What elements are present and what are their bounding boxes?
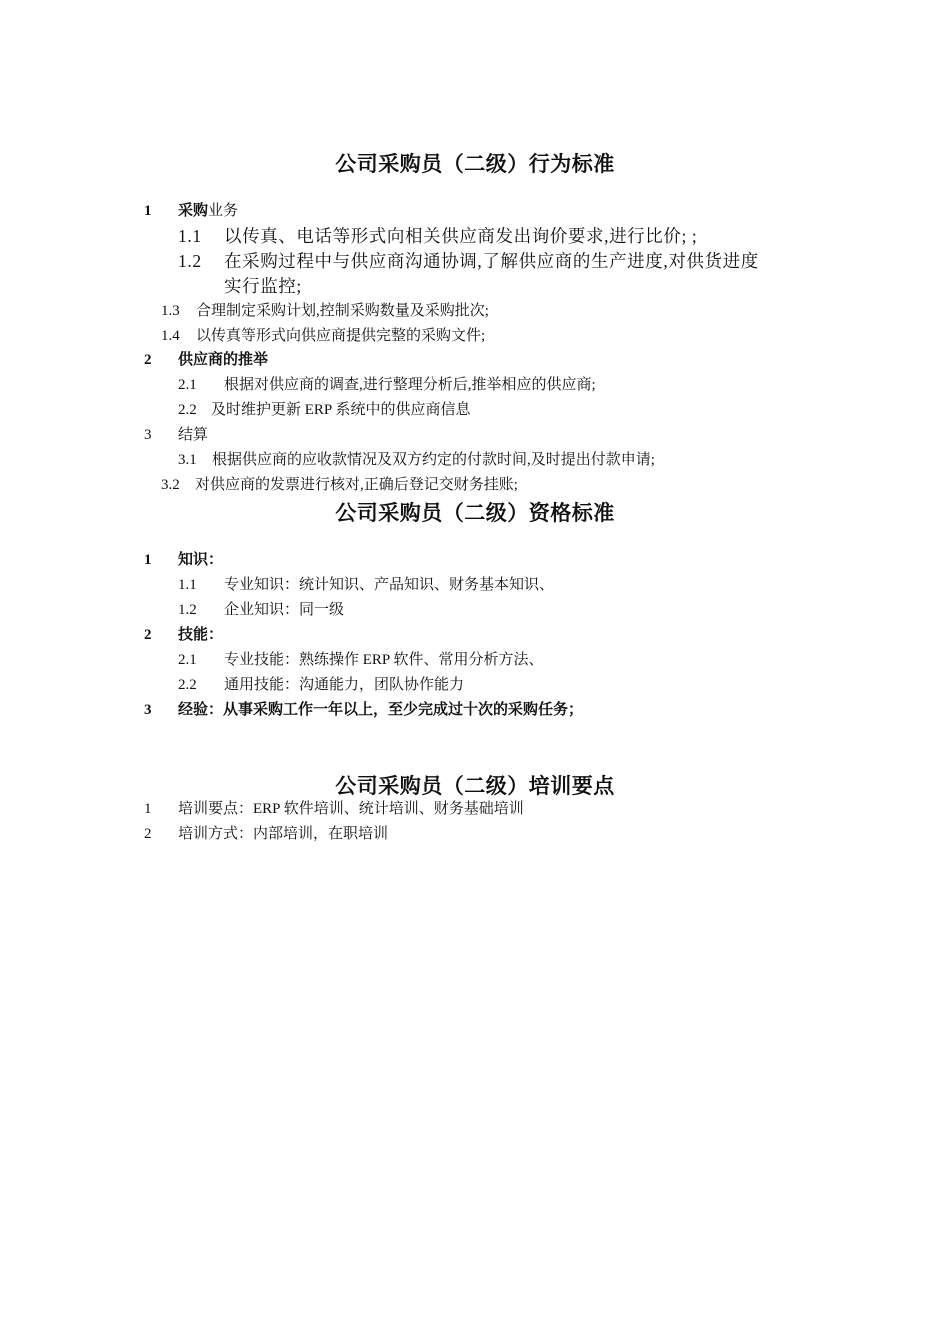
qual-item-1-num: 1 [144, 552, 152, 568]
behavior-item-1-2-cont: 实行监控; [224, 276, 302, 296]
qual-item-2-2-text: 通用技能：沟通能力，团队协作能力 [224, 677, 465, 693]
qual-item-2-2-num: 2.2 [178, 677, 197, 693]
training-item-2-text: 培训方式：内部培训，在职培训 [178, 826, 389, 842]
qual-item-2-1-text: 专业技能：熟练操作 ERP 软件、常用分析方法、 [224, 652, 544, 668]
behavior-item-1-label [178, 201, 238, 221]
qual-item-3-text: 经验：从事采购工作一年以上，至少完成过十次的采购任务； [178, 702, 584, 718]
section-title-training: 公司采购员（二级）培训要点 [335, 774, 615, 798]
qual-item-1-2-text: 企业知识：同一级 [224, 602, 345, 618]
training-item-2-num: 2 [144, 826, 152, 842]
behavior-item-1-label-rest: 业务 [208, 203, 239, 219]
qual-item-1-1-text: 专业知识：统计知识、产品知识、财务基本知识、 [224, 577, 555, 593]
behavior-item-2-num: 2 [144, 352, 152, 368]
behavior-item-3-2-num: 3.2 [161, 477, 180, 493]
behavior-item-1-2-num: 1.2 [178, 251, 202, 271]
behavior-item-2-text: 供应商的推举 [178, 352, 269, 368]
behavior-item-3-text: 结算 [178, 427, 209, 443]
behavior-item-2-1-text: 根据对供应商的调查,进行整理分析后,推举相应的供应商; [224, 377, 596, 393]
behavior-item-3-1-text: 根据供应商的应收款情况及双方约定的付款时间,及时提出付款申请; [212, 452, 655, 468]
qual-item-3-num: 3 [144, 702, 152, 718]
behavior-item-1-label-bold: 采购 [178, 203, 209, 219]
behavior-item-1-3-num: 1.3 [161, 303, 180, 319]
behavior-item-2-2-text: 及时维护更新 ERP 系统中的供应商信息 [211, 402, 471, 418]
behavior-item-3-1-num: 3.1 [178, 452, 197, 468]
training-item-1-num: 1 [144, 801, 152, 817]
behavior-item-1-2-text: 在采购过程中与供应商沟通协调,了解供应商的生产进度,对供货进度 [224, 251, 759, 271]
qual-item-2-num: 2 [144, 627, 152, 643]
behavior-item-1-1-text: 以传真、电话等形式向相关供应商发出询价要求,进行比价; ; [224, 226, 698, 246]
qual-item-2-text: 技能： [178, 627, 224, 643]
section-title-behavior: 公司采购员（二级）行为标准 [335, 152, 615, 176]
qual-item-1-text: 知识： [178, 552, 224, 568]
behavior-item-3-2-text: 对供应商的发票进行核对,正确后登记交财务挂账; [195, 477, 518, 493]
training-item-1-text: 培训要点：ERP 软件培训、统计培训、财务基础培训 [178, 801, 524, 817]
behavior-item-1-4-num: 1.4 [161, 328, 180, 344]
section-title-qualification: 公司采购员（二级）资格标准 [335, 501, 615, 525]
qual-item-2-1-num: 2.1 [178, 652, 197, 668]
behavior-item-1-3-text: 合理制定采购计划,控制采购数量及采购批次; [196, 303, 489, 319]
behavior-item-1-1-num: 1.1 [178, 226, 202, 246]
behavior-item-1-num: 1 [144, 203, 152, 219]
behavior-item-1-4-text: 以传真等形式向供应商提供完整的采购文件; [196, 328, 486, 344]
qual-item-1-1-num: 1.1 [178, 577, 197, 593]
behavior-item-2-1-num: 2.1 [178, 377, 197, 393]
qual-item-1-2-num: 1.2 [178, 602, 197, 618]
behavior-item-2-2-num: 2.2 [178, 402, 197, 418]
behavior-item-3-num: 3 [144, 427, 152, 443]
